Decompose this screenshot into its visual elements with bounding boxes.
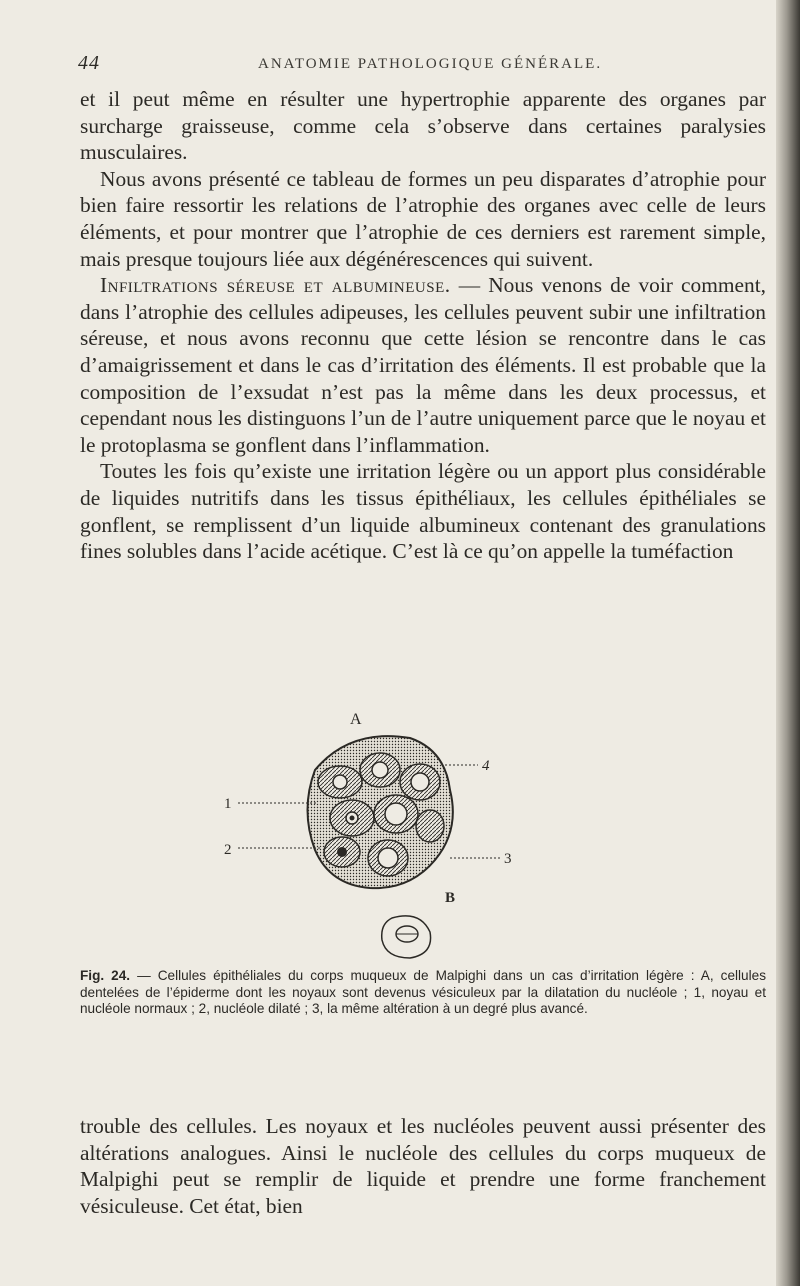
figure-caption <box>80 968 766 1018</box>
figure-label-1: 1 <box>224 796 232 812</box>
figure-label-3: 3 <box>504 851 512 867</box>
paragraph-2: Nous avons présenté ce tableau de formes un peu disparates d’atrophie pour bien faire ressortir les relations de l’atrophie des organes avec celle de leurs éléments, et pour montrer que l’atrophie de ces derniers est rarement simple, mais presque toujours liée aux dégénérescences qui suivent. <box>80 166 766 271</box>
page-binding-edge <box>776 0 800 1286</box>
continuation-text <box>80 1113 766 1219</box>
figure-label-2: 2 <box>224 842 232 858</box>
running-head: ANATOMIE PATHOLOGIQUE GÉNÉRALE. <box>258 56 603 72</box>
paragraph-4: Toutes les fois qu’existe une irritation légère ou un apport plus considérable de liquides nutritifs dans les tissus épithéliaux, les cellules épithéliales se gonflent, se remplissent d’un liquide albumineux contenant des granulations fines solubles dans l’acide acétique. C’est là ce qu’on appelle la tuméfaction <box>80 459 766 564</box>
main-text <box>80 86 766 565</box>
page-number: 44 <box>78 52 100 74</box>
figure-caption-text: — Cellules épithéliales du corps muqueux de Malpighi dans un cas d’irritation légère : A, cellules dentelées de l’épiderme dont les noyaux sont devenus vésiculeux par la dilatation du nucléole ; 1, noyau et nucléole normaux ; 2, nucléole dilaté ; 3, la même altération à un degré plus avancé. <box>80 968 766 1016</box>
paragraph-3 <box>80 272 766 458</box>
figure-label-a: A <box>350 711 362 728</box>
paragraph-1: et il peut même en résulter une hypertrophie apparente des organes par surcharge graisseuse, comme cela s’observe dans certaines paralysies musculaires. <box>80 87 766 165</box>
figure-caption-label: Fig. 24. <box>80 968 131 983</box>
figure-label-4: 4 <box>482 758 490 774</box>
paragraph-3-text: — Nous venons de voir comment, dans l’atrophie des cellules adipeuses, les cellules peuvent subir une infiltration séreuse, et nous avons reconnu que cette lésion se rencontre dans le cas d’amaigrissement et dans le cas d’irritation des éléments. Il est probable que la composition de l’exsudat n’est pas la même dans les deux processus, et cependant nous les distinguons l’un de l’autre uniquement parce que le noyau et le protoplasma se gonflent dans l’inflammation. <box>80 273 766 457</box>
paragraph-5: trouble des cellules. Les noyaux et les nucléoles peuvent aussi présenter des altérations analogues. Ainsi le nucléole des cellules du corps muqueux de Malpighi peut se remplir de liquide et prendre une forme franchement vésiculeuse. Cet état, bien <box>80 1114 766 1218</box>
isolated-cell-b <box>382 916 431 958</box>
epithelial-cell-cluster <box>308 736 453 888</box>
figure-label-b: B <box>445 890 456 906</box>
figure-illustration <box>220 710 560 960</box>
section-heading: Infiltrations séreuse et albumineuse. <box>100 273 451 298</box>
figure-24 <box>220 710 560 960</box>
